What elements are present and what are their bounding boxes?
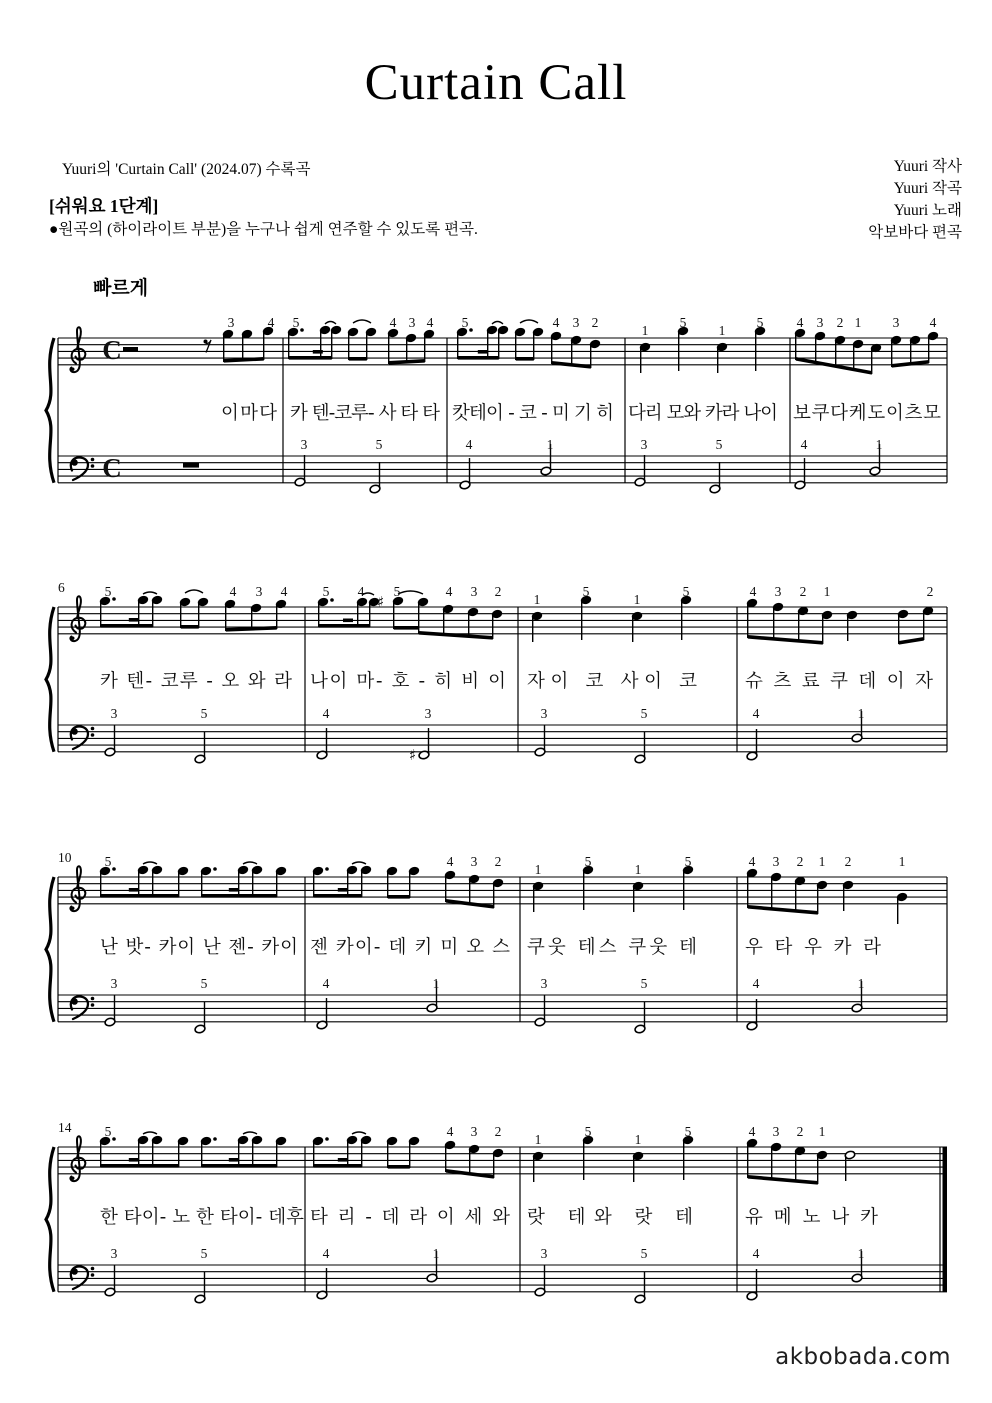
beam	[338, 1158, 348, 1162]
augmentation-dot	[300, 328, 304, 332]
beam	[338, 888, 348, 892]
brace	[46, 338, 54, 483]
finger-number: 5	[640, 1246, 648, 1261]
augmentation-dot	[112, 867, 116, 871]
finger-number: 1	[857, 706, 865, 721]
finger-number: 1	[534, 1132, 542, 1147]
brace	[46, 1147, 54, 1292]
augmentation-dot	[325, 1137, 329, 1141]
tie	[492, 322, 503, 325]
beam	[388, 1165, 410, 1169]
finger-number: 2	[591, 315, 599, 330]
finger-number: 2	[926, 584, 934, 599]
augmentation-dot	[325, 867, 329, 871]
beam	[419, 631, 493, 640]
lyric-text: 자이 코 사이 코	[527, 671, 697, 692]
finger-number: 3	[816, 315, 824, 330]
finger-number: 4	[280, 584, 288, 599]
finger-number: 5	[393, 584, 401, 599]
beam	[458, 356, 499, 360]
finger-number: 2	[494, 1124, 502, 1139]
time-signature: C	[102, 453, 122, 483]
finger-number: 1	[634, 862, 642, 877]
finger-number: 4	[322, 1246, 330, 1261]
finger-number: 4	[357, 584, 365, 599]
finger-number: 5	[200, 1246, 208, 1261]
fingerings	[105, 854, 906, 877]
finger-number: 3	[227, 315, 235, 330]
finger-number: 3	[772, 1124, 780, 1139]
lyric-text: 젠 카이- 데 키 미 오 스	[310, 937, 510, 958]
finger-number: 4	[445, 584, 453, 599]
tie	[243, 1132, 257, 1134]
beam	[289, 356, 332, 360]
beam	[478, 350, 488, 354]
augmentation-dot	[112, 1137, 116, 1141]
finger-number: 5	[200, 976, 208, 991]
credit-lyricist: Yuuri 작사	[893, 158, 962, 175]
lyrics	[100, 936, 881, 958]
lyric-text: 이 마 다	[221, 403, 277, 424]
beam	[748, 905, 818, 915]
finger-number: 3	[640, 437, 648, 452]
finger-number: 1	[823, 584, 831, 599]
lyric-text: 우 타 우 카 라	[745, 937, 881, 958]
tie	[243, 862, 257, 864]
credit-composer: Yuuri 작곡	[893, 180, 962, 197]
finger-number: 4	[465, 437, 473, 452]
finger-number: 3	[572, 315, 580, 330]
augmentation-dot	[213, 867, 217, 871]
augmentation-dot	[469, 328, 473, 332]
time-signature: C	[102, 335, 122, 365]
augmentation-dot	[330, 598, 334, 602]
finger-number: 5	[104, 854, 112, 869]
finger-number: 3	[892, 315, 900, 330]
tie	[352, 862, 366, 864]
tie	[520, 320, 538, 323]
finger-number: 5	[584, 854, 592, 869]
finger-number: 4	[446, 854, 454, 869]
fingerings	[105, 1124, 826, 1147]
finger-number: 3	[110, 1246, 118, 1261]
finger-number: 4	[800, 437, 808, 452]
finger-number: 4	[752, 976, 760, 991]
arrangement-note: ●원곡의 (하이라이트 부분)을 누구나 쉽게 연주할 수 있도록 편곡.	[49, 221, 478, 238]
beam	[129, 618, 139, 622]
beam	[343, 619, 353, 623]
tie	[352, 1132, 366, 1134]
lyric-text: 카 텐- 코루 - 오 와 라	[100, 671, 292, 692]
rest	[123, 347, 138, 352]
finger-number: 3	[424, 706, 432, 721]
finger-number: 1	[818, 1124, 826, 1139]
finger-number: 5	[375, 437, 383, 452]
treble-clef-icon	[70, 596, 85, 641]
beam	[349, 357, 367, 361]
finger-number: 5	[682, 584, 690, 599]
finger-number: 5	[756, 315, 764, 330]
credit-arranger: 악보바다 편곡	[868, 224, 962, 241]
source-info: Yuuri의 'Curtain Call' (2024.07) 수록곡	[62, 161, 311, 178]
finger-number: 2	[494, 584, 502, 599]
lyric-text: 유 메 노 나 카	[745, 1207, 878, 1228]
finger-number: 3	[470, 854, 478, 869]
notes-bass	[104, 1246, 864, 1304]
lyric-text: 카 텐-코루- 사 타 타	[290, 403, 440, 424]
notes-bass	[294, 437, 882, 494]
beam	[101, 1164, 179, 1168]
finger-number: 4	[322, 976, 330, 991]
finger-number: 5	[200, 706, 208, 721]
beam	[796, 357, 872, 375]
notes-treble	[99, 865, 907, 924]
measure-number: 14	[58, 1120, 72, 1135]
system-2	[46, 580, 947, 764]
finger-number: 1	[857, 1246, 865, 1261]
finger-number: 4	[752, 1246, 760, 1261]
lyric-text: 한 타이- 노 한 타이- 데후	[100, 1207, 304, 1228]
tie	[353, 320, 371, 323]
finger-number: 4	[752, 706, 760, 721]
lyric-text: 다리 모와 카라 나이	[628, 403, 778, 424]
beam	[319, 624, 370, 628]
measure-number: 10	[58, 850, 72, 865]
beam	[229, 888, 239, 892]
finger-number: 1	[875, 437, 883, 452]
beam	[101, 894, 179, 898]
finger-number: 5	[292, 315, 300, 330]
beam	[101, 624, 153, 628]
finger-number: 5	[461, 315, 469, 330]
finger-number: 5	[640, 976, 648, 991]
notes-treble	[222, 325, 938, 374]
finger-number: 1	[898, 854, 906, 869]
brace	[46, 607, 54, 752]
beam	[229, 1158, 239, 1162]
finger-number: 1	[534, 862, 542, 877]
lyrics	[100, 1206, 878, 1228]
lyric-text: 보 쿠 다 케 도 이 츠 모	[793, 403, 941, 424]
finger-number: 3	[470, 1124, 478, 1139]
lyric-text: 랏 테와 랏 테	[527, 1207, 693, 1228]
system-1	[46, 315, 947, 494]
notes-bass	[104, 976, 864, 1034]
finger-number: 3	[470, 584, 478, 599]
tie	[325, 322, 336, 325]
finger-number: 2	[494, 854, 502, 869]
finger-number: 1	[546, 437, 554, 452]
finger-number: 4	[426, 315, 434, 330]
finger-number: 5	[582, 584, 590, 599]
beam	[516, 357, 534, 361]
measure-number: 6	[58, 580, 65, 595]
finger-number: 3	[772, 854, 780, 869]
tie	[185, 590, 203, 593]
finger-number: 1	[634, 1132, 642, 1147]
beam	[748, 635, 823, 645]
augmentation-dot	[112, 597, 116, 601]
finger-number: 1	[818, 854, 826, 869]
lyric-text: 난 밧- 카이 난 젠- 카이	[100, 937, 298, 958]
finger-number: 2	[844, 854, 852, 869]
finger-number: 3	[300, 437, 308, 452]
finger-number: 4	[446, 1124, 454, 1139]
treble-clef-icon	[70, 866, 85, 911]
finger-number: 3	[408, 315, 416, 330]
lyrics	[100, 670, 933, 692]
lyric-text: 나이 마- 호 - 히 비 이	[310, 671, 506, 692]
lyrics	[221, 402, 941, 424]
finger-number: 1	[533, 592, 541, 607]
finger-number: 4	[748, 1124, 756, 1139]
finger-number: 5	[584, 1124, 592, 1139]
treble-clef-icon	[70, 327, 85, 372]
beam	[314, 894, 362, 898]
beam	[748, 1175, 818, 1185]
finger-number: 2	[796, 854, 804, 869]
finger-number: 5	[684, 854, 692, 869]
finger-number: 4	[229, 584, 237, 599]
finger-number: 3	[110, 976, 118, 991]
lyric-text: 쿠웃 테스 쿠웃 테	[527, 937, 697, 958]
tie	[143, 862, 157, 864]
finger-number: 2	[799, 584, 807, 599]
brace	[46, 877, 54, 1022]
beam	[899, 637, 924, 645]
notes-bass	[104, 706, 864, 764]
finger-number: 1	[854, 315, 862, 330]
finger-number: 3	[540, 976, 548, 991]
finger-number: 2	[836, 315, 844, 330]
finger-number: 5	[679, 315, 687, 330]
treble-clef-icon	[70, 1136, 85, 1181]
credit-singer: Yuuri 노래	[893, 202, 962, 219]
tie	[143, 592, 157, 594]
lyric-text: 캇테이 - 코 - 미 기 히	[452, 403, 614, 424]
finger-number: 1	[641, 323, 649, 338]
rest	[183, 463, 199, 468]
watermark: akbobada.com	[775, 1344, 951, 1370]
finger-number: 4	[749, 584, 757, 599]
finger-number: 1	[432, 1246, 440, 1261]
finger-number: 1	[857, 976, 865, 991]
level-tag: [쉬워요 1단계]	[49, 196, 159, 216]
tie	[398, 591, 423, 594]
finger-number: 4	[929, 315, 937, 330]
finger-number: 2	[796, 1124, 804, 1139]
finger-number: 4	[552, 315, 560, 330]
finger-number: 5	[104, 1124, 112, 1139]
finger-number: 3	[540, 706, 548, 721]
finger-number: 3	[540, 1246, 548, 1261]
finger-number: 5	[715, 437, 723, 452]
finger-number: 3	[255, 584, 263, 599]
finger-number: 4	[748, 854, 756, 869]
song-title: Curtain Call	[364, 55, 628, 111]
finger-number: 4	[322, 706, 330, 721]
tie	[143, 1132, 157, 1134]
finger-number: 4	[796, 315, 804, 330]
finger-number: 5	[684, 1124, 692, 1139]
beam	[181, 625, 199, 629]
beam	[129, 888, 139, 892]
beam	[388, 895, 410, 899]
system-4	[46, 1120, 947, 1304]
beam	[394, 626, 419, 630]
beam	[314, 1164, 362, 1168]
sharp-icon: ♯	[409, 746, 417, 764]
eighth-rest	[204, 340, 212, 353]
beam	[129, 1158, 139, 1162]
sharp-icon: ♯	[377, 593, 385, 611]
tempo-marking: 빠르게	[93, 277, 149, 299]
finger-number: 4	[389, 315, 397, 330]
finger-number: 1	[633, 592, 641, 607]
augmentation-dot	[213, 1137, 217, 1141]
finger-number: 3	[110, 706, 118, 721]
finger-number: 4	[267, 315, 275, 330]
finger-number: 3	[774, 584, 782, 599]
finger-number: 1	[718, 323, 726, 338]
system-3	[46, 850, 947, 1034]
lyric-text: 슈 츠 료 쿠 데 이 자	[745, 671, 933, 692]
finger-number: 5	[640, 706, 648, 721]
finger-number: 5	[322, 584, 330, 599]
lyric-text: 타 리 - 데 라 이 세 와	[310, 1207, 510, 1228]
finger-number: 5	[104, 584, 112, 599]
finger-number: 1	[432, 976, 440, 991]
